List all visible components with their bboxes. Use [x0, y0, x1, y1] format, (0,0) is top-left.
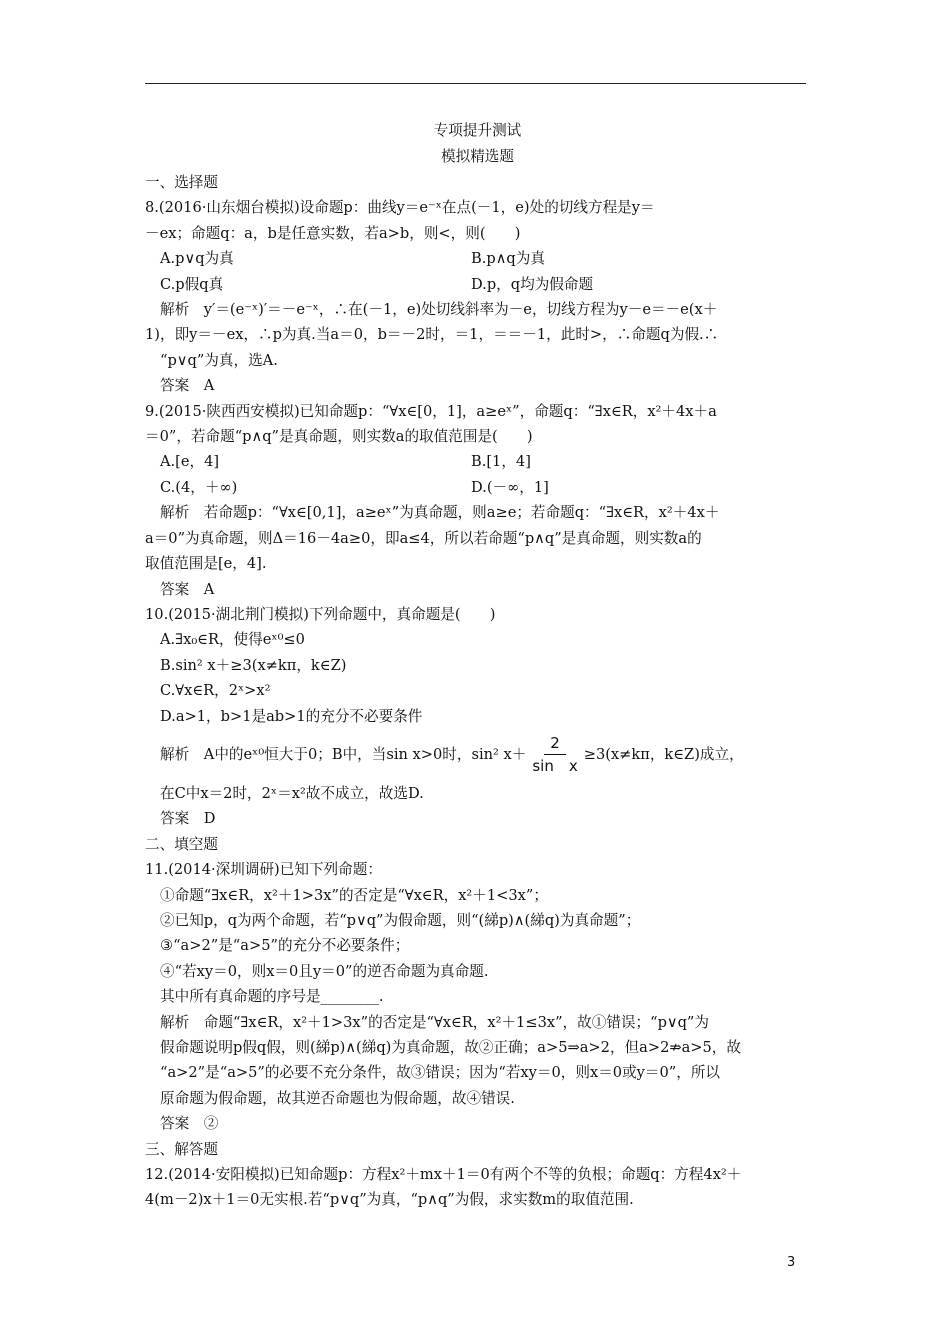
q9-option-c: C.(4，＋∞)	[160, 478, 238, 496]
q11-explanation-line4: 原命题为假命题，故其逆否命题也为假命题，故④错误.	[160, 1089, 515, 1107]
q10-fraction-numerator: 2	[544, 732, 566, 755]
q8-option-c: C.p假q真	[160, 275, 224, 293]
q10-explanation-post: ≥3(x≠kπ，k∈Z)成立，	[583, 746, 744, 764]
header-rule	[145, 83, 806, 84]
q8-stem-line2: －ex；命题q：a，b是任意实数，若a>b，则<，则( )	[145, 224, 521, 242]
section-heading-solve: 三、解答题	[145, 1140, 218, 1158]
q8-explanation-line2: 1)，即y＝－ex，∴p为真.当a＝0，b＝－2时，＝1，＝＝－1，此时>，∴命题q为假.∴	[145, 326, 719, 344]
q10-fraction	[532, 732, 577, 777]
section-heading-choice: 一、选择题	[145, 174, 218, 191]
q9-option-d: D.(－∞，1]	[471, 478, 549, 496]
q8-option-d: D.p，q均为假命题	[471, 275, 594, 293]
q11-item-1: ①命题“∃x∈R，x²＋1>3x”的否定是“∀x∈R，x²＋1<3x”；	[160, 886, 548, 904]
q9-options-row1	[145, 449, 810, 474]
q11-ask: 其中所有真命题的序号是________.	[160, 988, 384, 1006]
q10-fraction-denominator: sin x	[532, 757, 578, 776]
q9-option-a: A.[e，4]	[160, 453, 220, 471]
q9-stem-line2: ＝0”，若命题“p∧q”是真命题，则实数a的取值范围是( )	[145, 428, 533, 446]
page-title: 专项提升测试	[433, 122, 522, 139]
q9-answer: 答案 A	[160, 580, 215, 598]
document-body	[145, 118, 810, 1213]
q8-option-b: B.p∧q为真	[471, 250, 545, 268]
q8-option-a: A.p∨q为真	[160, 250, 234, 268]
q10-option-b: B.sin² x＋≥3(x≠kπ，k∈Z)	[160, 656, 347, 674]
q8-options-row1	[145, 246, 810, 271]
q11-explanation-line2: 假命题说明p假q假，则(綈p)∧(綈q)为真命题，故②正确；a>5⇒a>2，但a>2⇏a>5，故	[160, 1039, 741, 1056]
q8-explanation-line1: 解析 y′＝(e⁻ˣ)′＝－e⁻ˣ，∴在(－1，e)处切线斜率为－e，切线方程为y－e＝－e(x＋	[160, 301, 718, 319]
q10-stem: 10.(2015·湖北荆门模拟)下列命题中，真命题是( )	[145, 605, 496, 623]
q9-option-b: B.[1，4]	[471, 453, 531, 471]
q11-explanation-line3: “a>2”是“a>5”的必要不充分条件，故③错误；因为“若xy＝0，则x＝0或y＝0”，所以	[160, 1064, 721, 1082]
q9-explanation-line3: 取值范围是[e，4].	[145, 555, 267, 573]
q10-option-a: A.∃x₀∈R，使得eˣ⁰≤0	[160, 631, 305, 649]
q11-item-3: ③“a>2”是“a>5”的充分不必要条件；	[160, 937, 410, 955]
q10-answer: 答案 D	[160, 810, 216, 828]
q11-item-2: ②已知p，q为两个命题，若“p∨q”为假命题，则“(綈p)∧(綈q)为真命题”；	[160, 911, 641, 929]
q11-explanation-line1: 解析 命题“∃x∈R，x²＋1>3x”的否定是“∀x∈R，x²＋1≤3x”，故①错误；“p∨q”为	[160, 1013, 709, 1031]
q9-options-row2	[145, 475, 810, 500]
page-number: 3	[787, 1255, 796, 1270]
q9-explanation-line2: a＝0”为真命题，则Δ＝16－4a≥0，即a≤4，所以若命题“p∧q”是真命题，则实数a的	[145, 529, 702, 547]
q10-explanation-pre: 解析 A中的eˣ⁰恒大于0；B中，当sin x>0时，sin² x＋	[160, 746, 527, 764]
section-heading-fill: 二、填空题	[145, 835, 218, 853]
q10-explanation-line1	[145, 729, 810, 781]
q9-stem-line1: 9.(2015·陕西西安模拟)已知命题p：“∀x∈[0，1]，a≥eˣ”，命题q：“∃x∈R，x²＋4x＋a	[145, 402, 717, 420]
q12-stem-line2: 4(m－2)x＋1＝0无实根.若“p∨q”为真，“p∧q”为假，求实数m的取值范围.	[145, 1191, 634, 1209]
q10-option-c: C.∀x∈R，2ˣ>x²	[160, 682, 271, 700]
q8-explanation-line3: “p∨q”为真，选A.	[160, 351, 278, 369]
q10-option-d: D.a>1，b>1是ab>1的充分不必要条件	[160, 707, 423, 725]
q8-options-row2	[145, 272, 810, 297]
q8-answer: 答案 A	[160, 377, 215, 395]
q10-explanation-line2: 在C中x＝2时，2ˣ＝x²故不成立，故选D.	[160, 784, 424, 802]
q11-answer: 答案 ②	[160, 1115, 219, 1133]
page-subtitle: 模拟精选题	[441, 148, 514, 165]
q8-stem-line1: 8.(2016·山东烟台模拟)设命题p：曲线y＝e⁻ˣ在点(－1，e)处的切线方程是y＝	[145, 199, 655, 217]
q9-explanation-line1: 解析 若命题p：“∀x∈[0,1]，a≥eˣ”为真命题，则a≥e；若命题q：“∃x∈R，x²＋4x＋	[160, 504, 720, 522]
q11-stem: 11.(2014·深圳调研)已知下列命题：	[145, 861, 382, 879]
q12-stem-line1: 12.(2014·安阳模拟)已知命题p：方程x²＋mx＋1＝0有两个不等的负根；命题q：方程4x²＋	[145, 1166, 742, 1184]
q11-item-4: ④“若xy＝0，则x＝0且y＝0”的逆否命题为真命题.	[160, 962, 489, 980]
